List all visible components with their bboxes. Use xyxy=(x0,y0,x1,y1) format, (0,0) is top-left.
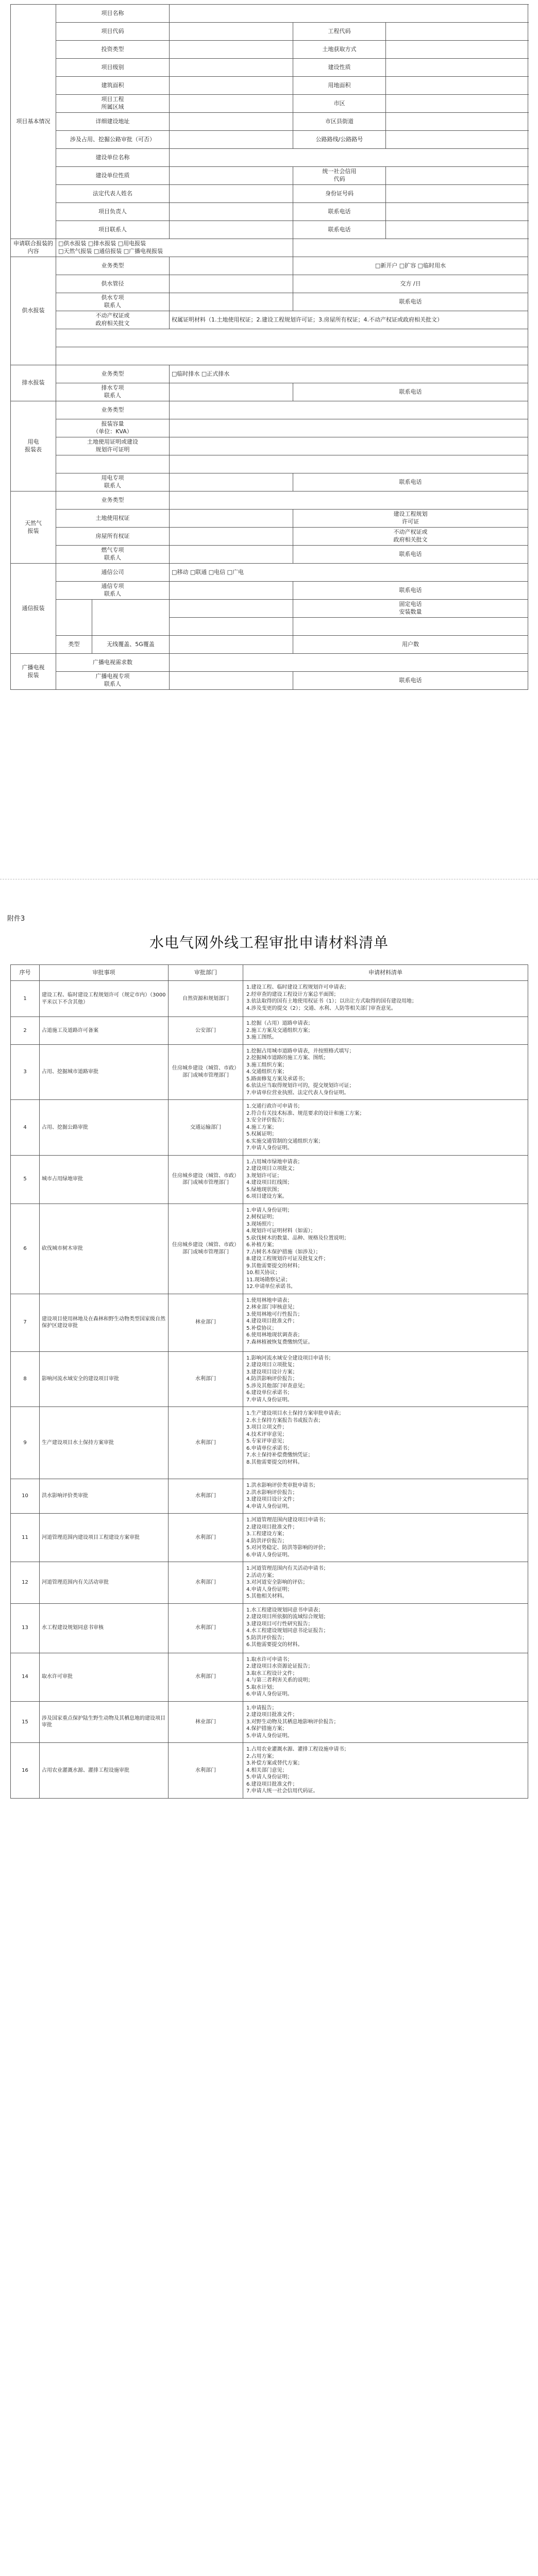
form-row xyxy=(11,113,528,131)
form-row xyxy=(11,203,528,221)
form-value-cell[interactable] xyxy=(170,77,293,95)
form-row xyxy=(11,239,528,257)
form-label-cell: 用户数 xyxy=(293,636,528,654)
form-label-cell: 联系电话 xyxy=(293,473,528,492)
approval-dept: 水利部门 xyxy=(169,1351,243,1407)
form-value-cell[interactable] xyxy=(170,185,293,203)
material-list: 1.占用农业灌溉水源、灌排工程设施申请书； 2.占用方案； 3.补偿方案或替代方案； 4.相关部门意见； 5.申请人身份证明； 6.建设项目批准文件； 7.申请人统一社会信用代码证。 xyxy=(243,1743,528,1799)
approval-item: 洪水影响评价类审批 xyxy=(40,1479,169,1514)
form-row xyxy=(11,654,528,672)
form-value-cell[interactable] xyxy=(386,131,528,149)
form-row xyxy=(11,383,528,401)
form-label-cell: 排水报装 xyxy=(11,365,56,401)
row-number: 15 xyxy=(11,1701,40,1743)
form-label-cell: 报装容量 （单位：KVA） xyxy=(56,419,170,437)
form-label-cell: 用电 报装表 xyxy=(11,401,56,492)
form-label-cell: 联系电话 xyxy=(293,546,528,564)
form-label-cell: 土地获取方式 xyxy=(293,41,386,59)
row-number: 7 xyxy=(11,1294,40,1351)
form-label-cell: 业务类型 xyxy=(56,365,170,383)
form-value-cell[interactable] xyxy=(56,347,528,365)
form-label-cell: 项目名称 xyxy=(56,5,170,23)
form-label-cell: 联系电话 xyxy=(293,672,528,690)
table-row xyxy=(11,1351,528,1407)
document-title: 水电气网外线工程审批申请材料清单 xyxy=(149,934,389,951)
form-value-cell[interactable] xyxy=(170,510,293,528)
form-label-cell: 土地使用权证 xyxy=(56,510,170,528)
approval-item: 砍伐城市树木审批 xyxy=(40,1204,169,1294)
approval-item: 河道管理范围内建设项目工程建设方案审批 xyxy=(40,1514,169,1562)
form-label-cell: 权属证明材料（1.土地使用权证；2.建设工程规划许可证；3.房屋所有权证；4.不动产权证或政府相关批文） xyxy=(170,311,528,329)
form-value-cell[interactable] xyxy=(170,419,528,437)
approval-item: 占用农业灌溉水源、灌排工程设施审批 xyxy=(40,1743,169,1799)
table-row xyxy=(11,1294,528,1351)
form-value-cell[interactable] xyxy=(386,113,528,131)
header-materials: 申请材料清单 xyxy=(243,965,528,981)
material-list: 1.洪水影响评价类审批申请书； 2.洪水影响评价报告； 3.建设项目设计文件； 4.申请人身份证明。 xyxy=(243,1479,528,1514)
form-label-cell: 供水报装 xyxy=(11,257,56,365)
form-value-cell[interactable] xyxy=(386,59,528,77)
form-label-cell: 广播电视需求数 xyxy=(56,654,170,672)
table-row xyxy=(11,981,528,1017)
form-value-cell[interactable] xyxy=(170,618,293,636)
header-no: 序号 xyxy=(11,965,40,981)
form-value-cell[interactable] xyxy=(170,600,293,618)
form-value-cell[interactable] xyxy=(170,383,293,401)
form-value-cell[interactable] xyxy=(170,492,528,510)
form-value-cell[interactable] xyxy=(56,600,92,636)
form-label-cell: 无线覆盖、5G覆盖 xyxy=(92,636,170,654)
row-number: 6 xyxy=(11,1204,40,1294)
material-list: 1.交通行政许可申请书； 2.符合有关技术标准、规范要求的设计和施工方案； 3.安全评价报告； 4.施工方案； 5.权属证明； 6.实施交通管制的交通组织方案； 7.申请人身份证明。 xyxy=(243,1100,528,1156)
form-row xyxy=(11,131,528,149)
form-label-cell: 项目工程 所属区域 xyxy=(56,95,170,113)
row-number: 13 xyxy=(11,1603,40,1653)
form-label-cell: 供水管径 xyxy=(56,275,170,293)
form-label-cell: 土地使用证明或建设 规划许可证明 xyxy=(56,437,170,455)
form-value-cell[interactable] xyxy=(386,95,528,113)
form-value-cell[interactable] xyxy=(170,131,293,149)
form-value-cell[interactable] xyxy=(170,221,293,239)
approval-dept: 自然资源和规划部门 xyxy=(169,981,243,1017)
material-list: 1.生产建设项目水土保持方案审批申请表； 2.水土保持方案报告书或报告表； 3.项目立项文件； 4.技术评审意见； 5.专家评审意见； 6.申请单位承诺书； 7.水土保持补偿费缴纳凭证； 8.其他需要提交的材料。 xyxy=(243,1407,528,1479)
form-row xyxy=(11,546,528,564)
form-row xyxy=(11,95,528,113)
form-value-cell[interactable] xyxy=(386,167,528,185)
approval-dept: 公安部门 xyxy=(169,1017,243,1045)
form-label-cell: 市区县街道 xyxy=(293,113,386,131)
form-row xyxy=(11,221,528,239)
material-list: 1.河道管理范围内有关活动申请书； 2.活动方案； 3.对河道安全影响的评估； 4.申请人身份证明； 5.其他相关材料。 xyxy=(243,1562,528,1604)
table-row xyxy=(11,1653,528,1701)
form-row xyxy=(11,275,528,293)
form-label-cell: 法定代表人姓名 xyxy=(56,185,170,203)
form-label-cell: 联系电话 xyxy=(293,203,386,221)
table-row xyxy=(11,1479,528,1514)
form-label-cell: 排水专项 联系人 xyxy=(56,383,170,401)
row-number: 11 xyxy=(11,1514,40,1562)
form-row xyxy=(11,492,528,510)
form-label-cell: 投资类型 xyxy=(56,41,170,59)
material-list: 1.挖掘占用城市道路申请表，并按照格式填写； 2.挖掘城市道路的施工方案、图纸； 3.施工组织方案； 4.交通组织方案； 5.路面修复方案及承诺书； 6.依法应当取得规划许可的，提交规划许可证； 7.申请单位营业执照、法定代表人身份证明。 xyxy=(243,1044,528,1100)
form-label-cell: □新开户 □扩容 □临时用水 xyxy=(293,257,528,275)
form-value-cell[interactable] xyxy=(386,203,528,221)
form-row xyxy=(11,185,528,203)
annex-label: 附件3 xyxy=(7,915,25,923)
form-value-cell[interactable] xyxy=(386,41,528,59)
table-row xyxy=(11,1603,528,1653)
form-row xyxy=(11,23,528,41)
material-list: 1.申请报告； 2.建设项目批准文件； 3.对野生动物及其栖息地影响评价报告； 4.保护措施方案； 5.申请人身份证明。 xyxy=(243,1701,528,1743)
approval-item: 占道施工及道路许可备案 xyxy=(40,1017,169,1045)
form-value-cell[interactable] xyxy=(170,257,293,275)
form-label-cell: 申请联合报装的内容 xyxy=(11,239,56,257)
row-number: 5 xyxy=(11,1155,40,1204)
form-value-cell[interactable] xyxy=(386,185,528,203)
form-label-cell: 统一社会信用 代码 xyxy=(293,167,386,185)
form-value-cell[interactable] xyxy=(386,23,528,41)
form-value-cell[interactable] xyxy=(56,329,528,347)
row-number: 9 xyxy=(11,1407,40,1479)
table-row xyxy=(11,1155,528,1204)
form-value-cell[interactable] xyxy=(170,473,293,492)
form-label-cell: 建设工程规划 许可证 xyxy=(293,510,528,528)
approval-item: 水工程建设规划同意书审核 xyxy=(40,1603,169,1653)
form-label-cell: 广播电视专项 联系人 xyxy=(56,672,170,690)
approval-item: 影响河流水域安全的建设项目审批 xyxy=(40,1351,169,1407)
row-number: 4 xyxy=(11,1100,40,1156)
table-row xyxy=(11,1743,528,1799)
form-label-cell: 联系电话 xyxy=(293,582,528,600)
form-row xyxy=(11,329,528,347)
material-list: 1.建设工程、临时建设工程规划许可申请表； 2.经审查的建设工程设计方案总平面图； 3.依法取得的国有土地使用权证书（1）；以出让方式取得的国有建设用地； 4.涉及变更的提交（2）；交通、水利、人防等相关部门审查意见。 xyxy=(243,981,528,1017)
form-row xyxy=(11,5,528,23)
form-row xyxy=(11,149,528,167)
form-row xyxy=(11,510,528,528)
form-label-cell: 建筑面积 xyxy=(56,77,170,95)
form-label-cell: 用地面积 xyxy=(293,77,386,95)
form-value-cell[interactable] xyxy=(170,528,293,546)
row-number: 2 xyxy=(11,1017,40,1045)
approval-item: 占用、挖掘城市道路审批 xyxy=(40,1044,169,1100)
form-label-cell: 业务类型 xyxy=(56,257,170,275)
material-list: 1.使用林地申请表； 2.林业部门审核意见； 3.使用林地可行性报告； 4.建设项目批准文件； 5.补偿协议； 6.使用林地现状调查表； 7.森林植被恢复费缴纳凭证。 xyxy=(243,1294,528,1351)
approval-item: 取水许可审批 xyxy=(40,1653,169,1701)
form-value-cell[interactable] xyxy=(170,437,528,455)
form-label-cell: 广播电视 报装 xyxy=(11,654,56,690)
approval-item: 生产建设项目水土保持方案审批 xyxy=(40,1407,169,1479)
form-label-cell: 联系电话 xyxy=(293,221,386,239)
form-row xyxy=(11,528,528,546)
row-number: 8 xyxy=(11,1351,40,1407)
form-row xyxy=(11,419,528,437)
form-value-cell[interactable] xyxy=(170,546,293,564)
form-value-cell[interactable] xyxy=(170,203,293,221)
approval-item: 建设工程、临时建设工程规划许可（规定市内）（3000平米以下不含其他） xyxy=(40,981,169,1017)
header-item: 审批事项 xyxy=(40,965,169,981)
form-label-cell: 用电专项 联系人 xyxy=(56,473,170,492)
form-row xyxy=(11,77,528,95)
form-label-cell: 项目负责人 xyxy=(56,203,170,221)
form-label-cell: 联系电话 xyxy=(293,383,528,401)
form-label-cell: 建设单位名称 xyxy=(56,149,170,167)
form-value-cell[interactable] xyxy=(170,636,293,654)
form-value-cell[interactable] xyxy=(293,618,528,636)
form-value-cell[interactable] xyxy=(170,672,293,690)
material-list: 1.占用城市绿地申请表； 2.建设项目立项批文； 3.规划许可证； 4.建设项目红线图； 5.绿地现状图； 6.项目建设方案。 xyxy=(243,1155,528,1204)
form-value-cell[interactable] xyxy=(56,455,170,473)
form-value-cell[interactable] xyxy=(92,600,170,636)
form-value-cell[interactable] xyxy=(170,5,528,23)
form-label-cell: 通信报装 xyxy=(11,564,56,654)
form-row xyxy=(11,473,528,492)
form-row xyxy=(11,672,528,690)
row-number: 10 xyxy=(11,1479,40,1514)
form-label-cell: 房屋所有权证 xyxy=(56,528,170,546)
form-row xyxy=(11,455,528,473)
material-list: 1.影响河流水域安全建设项目申请书； 2.建设项目立项批复； 3.建设项目设计方案； 4.防洪影响评价报告； 5.涉及其他部门审查意见； 6.建设单位承诺书； 7.申请人身份证明。 xyxy=(243,1351,528,1407)
form-value-cell[interactable] xyxy=(386,221,528,239)
form-value-cell[interactable] xyxy=(170,41,293,59)
form-value-cell[interactable] xyxy=(293,239,528,257)
table-row xyxy=(11,1017,528,1045)
approval-dept: 水利部门 xyxy=(169,1743,243,1799)
approval-dept: 住房城乡建设（城管、市政）部门或城市管理部门 xyxy=(169,1204,243,1294)
approval-item: 建设项目使用林地及在森林和野生动物类型国家级自然保护区建设审批 xyxy=(40,1294,169,1351)
form-row xyxy=(11,582,528,600)
form-row xyxy=(11,600,528,618)
form-value-cell[interactable] xyxy=(170,113,293,131)
approval-item: 城市占用绿地审批 xyxy=(40,1155,169,1204)
table-header-row xyxy=(11,965,528,981)
table-row xyxy=(11,1044,528,1100)
approval-materials-table xyxy=(10,964,528,1799)
form-value-cell[interactable] xyxy=(170,95,293,113)
form-row xyxy=(11,311,528,329)
form-label-cell: 详细建设地址 xyxy=(56,113,170,131)
approval-dept: 水利部门 xyxy=(169,1562,243,1604)
form-row xyxy=(11,365,528,383)
material-list: 1.申请人身份证明； 2.树权证明； 3.现场照片； 4.规划许可证明材料（如需）； 5.砍伐树木的数量、品种、规格及位置说明； 6.补植方案； 7.古树名木保护措施（如涉及）； 8.建设工程规划许可证及批复文件； 9.其他需要提交的材料； 10.相关协议； 11.现场勘察记录； 12.申请单位承诺书。 xyxy=(243,1204,528,1294)
form-value-cell[interactable] xyxy=(170,149,528,167)
form-label-cell: 天然气 报装 xyxy=(11,492,56,564)
form-value-cell[interactable] xyxy=(170,654,528,672)
form-row xyxy=(11,401,528,419)
material-list: 1.取水许可申请书； 2.建设项目水资源论证报告； 3.取水工程设计文件； 4.与第三者利害关系的说明； 5.取水计划； 6.申请人身份证明。 xyxy=(243,1653,528,1701)
form-value-cell[interactable] xyxy=(170,59,293,77)
approval-dept: 住房城乡建设（城管、市政）部门或城市管理部门 xyxy=(169,1155,243,1204)
form-value-cell[interactable] xyxy=(170,275,293,293)
form-label-cell: 身份证号码 xyxy=(293,185,386,203)
form-label-cell: 不动产权证或 政府相关批文 xyxy=(56,311,170,329)
approval-dept: 水利部门 xyxy=(169,1479,243,1514)
form-label-cell: 业务类型 xyxy=(56,401,170,419)
form-label-cell: 固定电话 安装数量 xyxy=(293,600,528,618)
form-row xyxy=(11,636,528,654)
approval-item: 河道管理范围内有关活动审批 xyxy=(40,1562,169,1604)
form-label-cell: 项目基本情况 xyxy=(11,5,56,239)
row-number: 12 xyxy=(11,1562,40,1604)
form-label-cell: 交方 /日 xyxy=(293,275,528,293)
approval-dept: 林业部门 xyxy=(169,1294,243,1351)
form-label-cell: 项目代码 xyxy=(56,23,170,41)
material-list: 1.挖掘（占用）道路申请表； 2.施工方案及交通组织方案； 3.施工图纸。 xyxy=(243,1017,528,1045)
form-label-cell: 涉及占用、挖掘公路审批（可否） xyxy=(56,131,170,149)
material-list: 1.水工程建设规划同意书申请表； 2.建设项目所依据的流域综合规划； 3.建设项目可行性研究报告； 4.水工程建设规划同意书论证报告； 5.防洪评价报告； 6.其他需要提交的材料。 xyxy=(243,1603,528,1653)
row-number: 1 xyxy=(11,981,40,1017)
form-label-cell: 供水专项 联系人 xyxy=(56,293,170,311)
form-row xyxy=(11,257,528,275)
form-row xyxy=(11,347,528,365)
material-list: 1.河道管理范围内建设项目申请书； 2.建设项目批准文件； 3.工程建设方案； 4.防洪评价报告； 5.对河势稳定、防洪等影响的评价； 6.申请人身份证明。 xyxy=(243,1514,528,1562)
form-label-cell: 业务类型 xyxy=(56,492,170,510)
form-label-cell: 建设单位性质 xyxy=(56,167,170,185)
approval-item: 涉及国家重点保护陆生野生动物及其栖息地的建设项目审批 xyxy=(40,1701,169,1743)
approval-item: 占用、挖掘公路审批 xyxy=(40,1100,169,1156)
form-label-cell: 市区 xyxy=(293,95,386,113)
form-value-cell[interactable] xyxy=(170,167,293,185)
form-label-cell: 项目级别 xyxy=(56,59,170,77)
form-label-cell: 类型 xyxy=(56,636,92,654)
approval-dept: 交通运输部门 xyxy=(169,1100,243,1156)
table-row xyxy=(11,1204,528,1294)
approval-dept: 水利部门 xyxy=(169,1653,243,1701)
header-dept: 审批部门 xyxy=(169,965,243,981)
row-number: 14 xyxy=(11,1653,40,1701)
form-label-cell: □供水报装 □排水报装 □用电报装 □天然气报装 □通信报装 □广播电视报装 xyxy=(56,239,293,257)
form-label-cell: □移动 □联通 □电信 □广电 xyxy=(170,564,528,582)
form-label-cell: □临时排水 □正式排水 xyxy=(170,365,528,383)
form-label-cell: 项目联系人 xyxy=(56,221,170,239)
form-value-cell[interactable] xyxy=(170,23,293,41)
table-row xyxy=(11,1407,528,1479)
form-value-cell[interactable] xyxy=(386,77,528,95)
form-label-cell: 公路路线/公路路号 xyxy=(293,131,386,149)
form-value-cell[interactable] xyxy=(170,455,528,473)
form-label-cell: 联系电话 xyxy=(293,293,528,311)
approval-dept: 水利部门 xyxy=(169,1603,243,1653)
form-label-cell: 通信公司 xyxy=(56,564,170,582)
table-row xyxy=(11,1701,528,1743)
table-row xyxy=(11,1562,528,1604)
table-row xyxy=(11,1514,528,1562)
row-number: 16 xyxy=(11,1743,40,1799)
form-label-cell: 燃气专项 联系人 xyxy=(56,546,170,564)
row-number: 3 xyxy=(11,1044,40,1100)
form-row xyxy=(11,437,528,455)
approval-dept: 住房城乡建设（城管、市政）部门或城市管理部门 xyxy=(169,1044,243,1100)
form-value-cell[interactable] xyxy=(170,293,293,311)
form-row xyxy=(11,564,528,582)
form-label-cell: 不动产权证或 政府相关批文 xyxy=(293,528,528,546)
joint-installation-application-form xyxy=(10,4,528,690)
table-row xyxy=(11,1100,528,1156)
form-label-cell: 通信专项 联系人 xyxy=(56,582,170,600)
form-label-cell: 工程代码 xyxy=(293,23,386,41)
form-row xyxy=(11,41,528,59)
approval-dept: 水利部门 xyxy=(169,1514,243,1562)
form-row xyxy=(11,167,528,185)
approval-dept: 水利部门 xyxy=(169,1407,243,1479)
form-row xyxy=(11,293,528,311)
approval-dept: 林业部门 xyxy=(169,1701,243,1743)
form-label-cell: 建设性质 xyxy=(293,59,386,77)
form-row xyxy=(11,59,528,77)
form-value-cell[interactable] xyxy=(170,582,293,600)
form-value-cell[interactable] xyxy=(170,401,528,419)
